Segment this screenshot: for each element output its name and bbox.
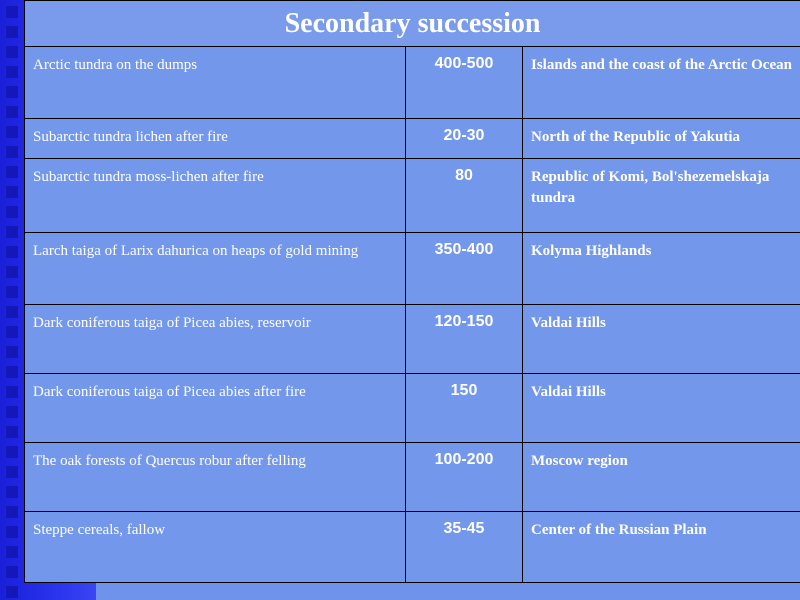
decorative-square bbox=[6, 306, 18, 318]
age-cell: 400-500 bbox=[406, 47, 523, 119]
location-cell: North of the Republic of Yakutia bbox=[523, 119, 800, 159]
table-row bbox=[25, 512, 800, 583]
decorative-square bbox=[6, 546, 18, 558]
decorative-square bbox=[6, 6, 18, 18]
decorative-square bbox=[6, 426, 18, 438]
location-cell: Valdai Hills bbox=[523, 374, 800, 443]
location-cell: Islands and the coast of the Arctic Ocean bbox=[523, 47, 800, 119]
decorative-square bbox=[6, 386, 18, 398]
community-cell: Arctic tundra on the dumps bbox=[25, 47, 406, 119]
decorative-square bbox=[6, 406, 18, 418]
table-row bbox=[25, 443, 800, 512]
slide-title: Secondary succession bbox=[25, 1, 800, 47]
decorative-square bbox=[6, 26, 18, 38]
community-cell: Larch taiga of Larix dahurica on heaps of gold mining bbox=[25, 233, 406, 305]
decorative-square bbox=[6, 486, 18, 498]
decorative-square bbox=[6, 106, 18, 118]
decorative-square bbox=[6, 586, 18, 598]
decorative-square bbox=[6, 566, 18, 578]
decorative-square bbox=[6, 226, 18, 238]
decorative-square bbox=[6, 506, 18, 518]
table-row bbox=[25, 233, 800, 305]
location-cell: Kolyma Highlands bbox=[523, 233, 800, 305]
decorative-square bbox=[6, 446, 18, 458]
age-cell: 120-150 bbox=[406, 305, 523, 374]
decorative-square bbox=[6, 266, 18, 278]
community-cell: Dark coniferous taiga of Picea abies after fire bbox=[25, 374, 406, 443]
table-row bbox=[25, 374, 800, 443]
decorative-square bbox=[6, 146, 18, 158]
location-cell: Center of the Russian Plain bbox=[523, 512, 800, 583]
decorative-square bbox=[6, 86, 18, 98]
decorative-square bbox=[6, 186, 18, 198]
table-row bbox=[25, 305, 800, 374]
community-cell: The oak forests of Quercus robur after felling bbox=[25, 443, 406, 512]
decorative-square bbox=[6, 46, 18, 58]
location-cell: Moscow region bbox=[523, 443, 800, 512]
age-cell: 350-400 bbox=[406, 233, 523, 305]
location-cell: Republic of Komi, Bol'shezemelskaja tundra bbox=[523, 159, 800, 233]
age-cell: 150 bbox=[406, 374, 523, 443]
age-cell: 80 bbox=[406, 159, 523, 233]
community-cell: Steppe cereals, fallow bbox=[25, 512, 406, 583]
decorative-square bbox=[6, 246, 18, 258]
decorative-squares bbox=[0, 0, 26, 600]
table-row bbox=[25, 119, 800, 159]
decorative-square bbox=[6, 66, 18, 78]
decorative-square bbox=[6, 166, 18, 178]
decorative-square bbox=[6, 206, 18, 218]
community-cell: Subarctic tundra moss-lichen after fire bbox=[25, 159, 406, 233]
decorative-square bbox=[6, 466, 18, 478]
decorative-square bbox=[6, 286, 18, 298]
succession-table bbox=[24, 0, 800, 583]
decorative-square bbox=[6, 346, 18, 358]
age-cell: 35-45 bbox=[406, 512, 523, 583]
decorative-square bbox=[6, 366, 18, 378]
community-cell: Dark coniferous taiga of Picea abies, reservoir bbox=[25, 305, 406, 374]
community-cell: Subarctic tundra lichen after fire bbox=[25, 119, 406, 159]
table-row bbox=[25, 159, 800, 233]
decorative-square bbox=[6, 326, 18, 338]
location-cell: Valdai Hills bbox=[523, 305, 800, 374]
table-row bbox=[25, 47, 800, 119]
decorative-square bbox=[6, 126, 18, 138]
age-cell: 100-200 bbox=[406, 443, 523, 512]
title-row bbox=[25, 1, 800, 47]
age-cell: 20-30 bbox=[406, 119, 523, 159]
decorative-square bbox=[6, 526, 18, 538]
